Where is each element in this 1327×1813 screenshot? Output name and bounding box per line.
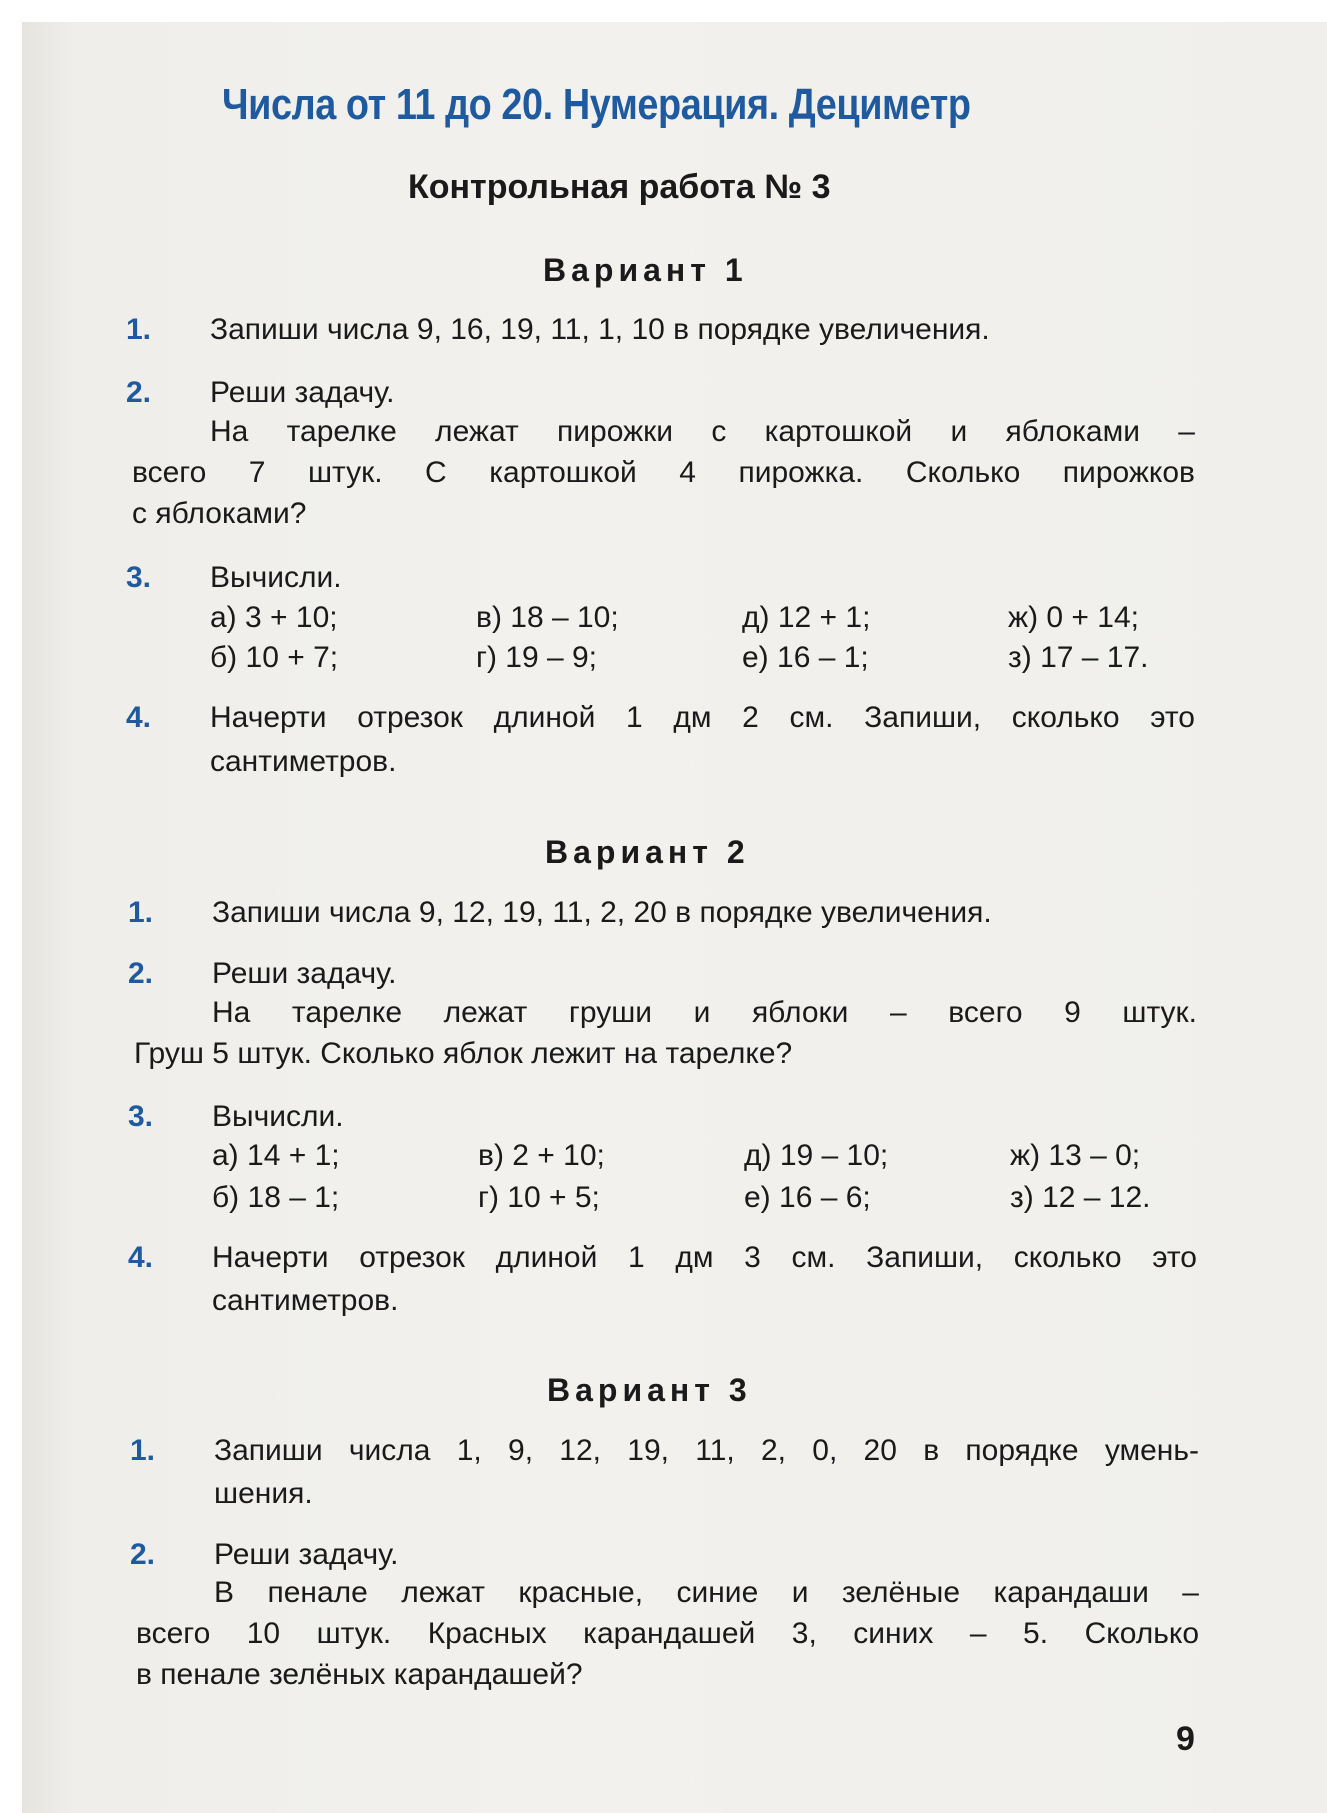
v3-task2-text: Реши задачу. <box>214 1538 399 1571</box>
v1-task2-problem-line1: На тарелке лежат пирожки с картошкой и яблоками – <box>210 415 1195 448</box>
v1-task2-problem-line2: всего 7 штук. С картошкой 4 пирожка. Сколько пирожков <box>132 456 1195 489</box>
v1-expr-v: в) 18 – 10; <box>476 601 619 634</box>
v1-expr-zh: ж) 0 + 14; <box>1008 601 1139 634</box>
v2-task2-problem-line1: На тарелке лежат груши и яблоки – всего 9 штук. <box>212 996 1197 1029</box>
v3-task2-problem-line1: В пенале лежат красные, синие и зелёные карандаши – <box>214 1576 1199 1609</box>
v2-expr-e: е) 16 – 6; <box>744 1181 871 1214</box>
chapter-title: Числа от 11 до 20. Нумерация. Дециметр <box>222 80 971 129</box>
v1-expr-a: а) 3 + 10; <box>210 601 338 634</box>
v3-task2-problem-line3: в пенале зелёных карандашей? <box>136 1658 583 1691</box>
v1-expr-g: г) 19 – 9; <box>476 641 598 674</box>
v2-expr-g: г) 10 + 5; <box>478 1181 600 1214</box>
v1-task1-text: Запиши числа 9, 16, 19, 11, 1, 10 в порядке увеличения. <box>210 313 990 346</box>
v2-expr-zh: ж) 13 – 0; <box>1010 1139 1141 1172</box>
v1-task2-problem-line3: с яблоками? <box>132 497 307 530</box>
v2-task1-text: Запиши числа 9, 12, 19, 11, 2, 20 в порядке увеличения. <box>212 896 992 929</box>
v2-expr-d: д) 19 – 10; <box>744 1139 889 1172</box>
v1-expr-z: з) 17 – 17. <box>1008 641 1149 674</box>
v1-task2-number: 2. <box>126 376 152 409</box>
v2-task4-number: 4. <box>128 1241 154 1274</box>
v1-task2-text: Реши задачу. <box>210 376 395 409</box>
v1-task4-text-line1: Начерти отрезок длиной 1 дм 2 см. Запиши, сколько это <box>210 701 1195 734</box>
v2-task2-number: 2. <box>128 957 154 990</box>
v1-task3-text: Вычисли. <box>210 561 342 594</box>
v2-task1-number: 1. <box>128 896 154 929</box>
v2-task3-number: 3. <box>128 1100 154 1133</box>
v1-task4-number: 4. <box>126 701 152 734</box>
v2-expr-b: б) 18 – 1; <box>212 1181 340 1214</box>
v2-task2-problem-line2: Груш 5 штук. Сколько яблок лежит на тарелке? <box>134 1037 793 1070</box>
v2-task3-text: Вычисли. <box>212 1100 344 1133</box>
v3-task1-number: 1. <box>130 1434 156 1467</box>
v1-expr-e: е) 16 – 1; <box>742 641 869 674</box>
v3-task2-problem-line2: всего 10 штук. Красных карандашей 3, синих – 5. Сколько <box>136 1617 1199 1650</box>
v3-task1-text-line1: Запиши числа 1, 9, 12, 19, 11, 2, 0, 20 в порядке умень- <box>214 1434 1199 1467</box>
v1-expr-d: д) 12 + 1; <box>742 601 871 634</box>
v2-expr-v: в) 2 + 10; <box>478 1139 605 1172</box>
v1-task4-text-line2: сантиметров. <box>210 745 397 778</box>
variant-2-heading: Вариант 2 <box>545 834 750 870</box>
page-number: 9 <box>1176 1720 1195 1758</box>
v2-expr-z: з) 12 – 12. <box>1010 1181 1151 1214</box>
v1-task1-number: 1. <box>126 313 152 346</box>
v1-task3-number: 3. <box>126 561 152 594</box>
v2-expr-a: а) 14 + 1; <box>212 1139 340 1172</box>
variant-3-heading: Вариант 3 <box>547 1372 752 1408</box>
v1-expr-b: б) 10 + 7; <box>210 641 339 674</box>
v3-task2-number: 2. <box>130 1538 156 1571</box>
work-title: Контрольная работа № 3 <box>408 168 831 206</box>
v2-task4-text-line2: сантиметров. <box>212 1284 399 1317</box>
v3-task1-text-line2: шения. <box>214 1477 313 1510</box>
variant-1-heading: Вариант 1 <box>543 252 748 288</box>
v2-task2-text: Реши задачу. <box>212 957 397 990</box>
v2-task4-text-line1: Начерти отрезок длиной 1 дм 3 см. Запиши, сколько это <box>212 1241 1197 1274</box>
